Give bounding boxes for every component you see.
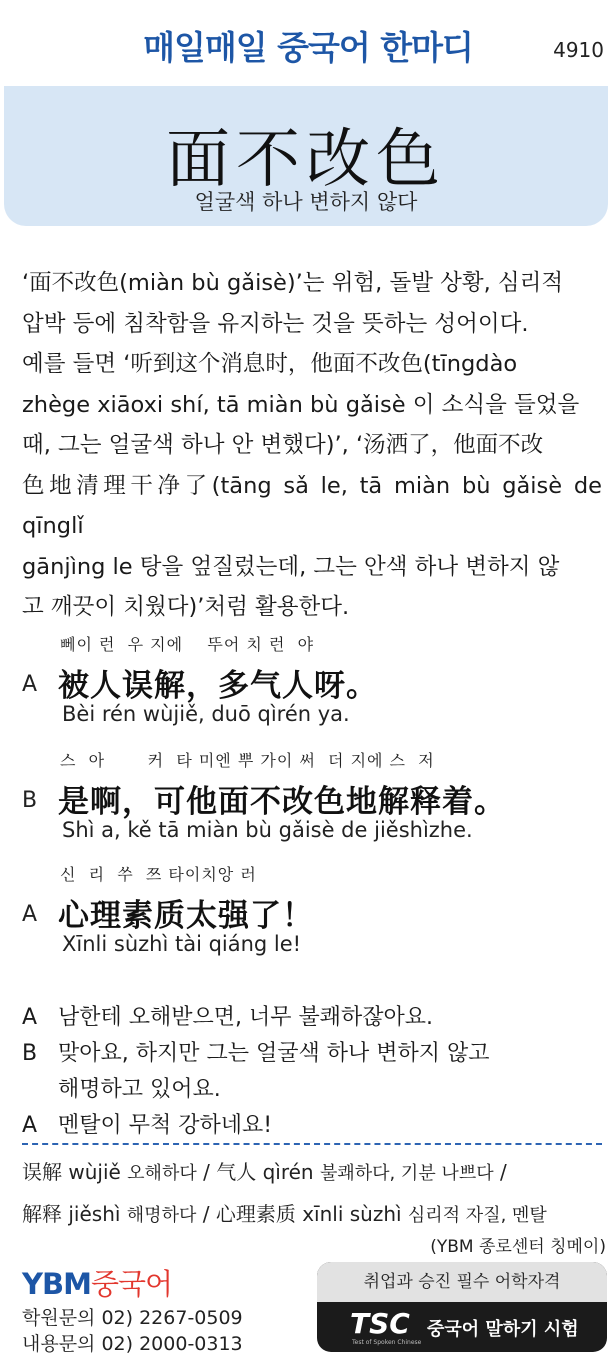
- speaker-label: A: [22, 902, 38, 927]
- tsc-ad: [317, 1262, 607, 1352]
- series-title: 매일매일 중국어 한마디: [143, 28, 473, 67]
- dashed-divider: [22, 1143, 602, 1145]
- vocab-word: 心理素质: [215, 1202, 296, 1226]
- explanation-line: 예를 들면 ‘听到这个消息时，他面不改色(tīngdào: [22, 351, 518, 377]
- pinyin: Shì a, kě tā miàn bù gǎisè de jiěshìzhe.: [62, 818, 473, 842]
- translation-line: [22, 1000, 433, 1031]
- vocab-pinyin: xīnli sùzhì: [302, 1202, 402, 1226]
- vocab-word: 误解: [22, 1160, 62, 1184]
- speaker-label: A: [22, 1005, 38, 1030]
- ruby-reading: 신 리 쑤 쯔 타이치앙 러: [60, 865, 257, 884]
- vocab-pinyin: qìrén: [262, 1160, 314, 1184]
- chinese-sentence: 是啊，可他面不改色地解释着。: [58, 784, 506, 820]
- ybm-logo-kr: 중국어: [90, 1267, 173, 1301]
- chinese-sentence: 被人误解，多气人呀。: [58, 668, 378, 704]
- ybm-logo-en: YBM: [22, 1267, 91, 1301]
- issue-number: 4910: [553, 38, 604, 62]
- ruby-reading: 스 아 커 타 미엔 뿌 가이 써 더 지에 스 저: [60, 751, 435, 770]
- title-box: [4, 86, 608, 226]
- explanation-line: gānjìng le 탕을 엎질렀는데, 그는 안색 하나 변하지 않: [22, 553, 560, 580]
- translation-text: 맞아요, 하지만 그는 얼굴색 하나 변하지 않고: [58, 1041, 490, 1066]
- tsc-tagline: 취업과 승진 필수 어학자격: [317, 1262, 607, 1302]
- translation-text: 멘탈이 무척 강하네요!: [58, 1113, 273, 1138]
- ruby-reading: 뻬이 런 우 지에 뚜어 치 런 야: [60, 635, 315, 654]
- vocab-line: [22, 1152, 608, 1194]
- explanation-line: 色地清理干净了(tāng sǎ le, tā miàn bù gǎisè de qīnglǐ: [22, 472, 602, 539]
- vocab-pinyin: wùjiě: [68, 1160, 121, 1184]
- explanation-line: 때, 그는 얼굴색 하나 안 변했다)’, ‘汤洒了，他面不改: [22, 432, 544, 458]
- idiom-meaning: 얼굴색 하나 변하지 않다: [194, 190, 418, 214]
- explanation-line: zhège xiāoxi shí, tā miàn bù gǎisè 이 소식을 들었을: [22, 391, 580, 418]
- tsc-logo: TSC: [350, 1307, 410, 1340]
- speaker-label: B: [22, 1041, 38, 1066]
- tsc-logo-sub: Test of Spoken Chinese: [352, 1339, 422, 1346]
- translation-line: [22, 1108, 272, 1139]
- explanation-line: 압박 등에 침착함을 유지하는 것을 뜻하는 성어이다.: [22, 310, 529, 337]
- vocab-meaning: 오해하다: [127, 1163, 197, 1184]
- explanation-line: 고 깨끗이 치웠다)’처럼 활용한다.: [22, 594, 350, 620]
- chinese-sentence: 心理素质太强了！: [58, 898, 314, 934]
- ybm-logo: [22, 1262, 172, 1303]
- speaker-label: A: [22, 1113, 38, 1138]
- translation-line: [22, 1036, 490, 1067]
- header: [0, 0, 616, 88]
- contact-academy: 학원문의 02) 2267-0509: [22, 1307, 243, 1329]
- pinyin: Bèi rén wùjiě, duō qìrén ya.: [62, 702, 350, 726]
- vocab-meaning: 해명하다: [126, 1205, 197, 1226]
- vocab-separator: /: [203, 1160, 210, 1184]
- vocab-word: 气人: [216, 1160, 257, 1184]
- idiom-title: 面不改色: [166, 123, 446, 197]
- explanation: [22, 263, 602, 628]
- translation-text: 남한테 오해받으면, 너무 불쾌하잖아요.: [58, 1005, 433, 1030]
- vocab-separator: /: [202, 1202, 210, 1226]
- vocab-meaning: 심리적 자질, 멘탈: [407, 1205, 547, 1226]
- vocabulary: [22, 1152, 608, 1236]
- speaker-label: A: [22, 672, 38, 697]
- translation-text: 해명하고 있어요.: [58, 1077, 221, 1102]
- vocab-separator: /: [499, 1160, 507, 1184]
- vocab-line: [22, 1194, 608, 1236]
- vocab-word: 解释: [22, 1202, 62, 1226]
- vocab-meaning: 불쾌하다, 기분 나쁘다: [319, 1163, 494, 1184]
- pinyin: Xīnli sùzhì tài qiáng le!: [62, 932, 302, 956]
- explanation-line: ‘面不改色(miàn bù gǎisè)’는 위험, 돌발 상황, 심리적: [22, 270, 564, 296]
- speaker-label: B: [22, 788, 38, 813]
- tsc-name: 중국어 말하기 시험: [427, 1319, 579, 1340]
- translation-line: [22, 1072, 221, 1103]
- contact-content: 내용문의 02) 2000-0313: [22, 1333, 243, 1355]
- tsc-banner: [317, 1302, 607, 1352]
- author-credit: (YBM 종로센터 칭메이): [430, 1237, 606, 1257]
- vocab-pinyin: jiěshì: [68, 1202, 121, 1226]
